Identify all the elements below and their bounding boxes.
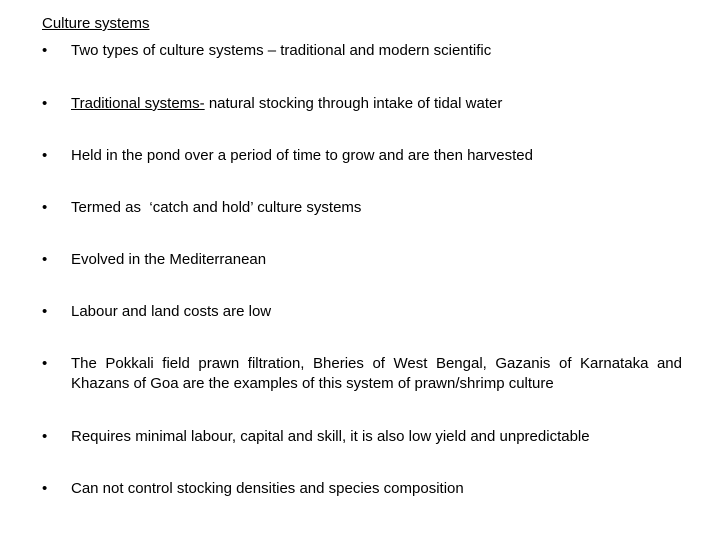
bullet-dot: • <box>42 480 48 497</box>
bullet-dot: • <box>42 428 48 445</box>
bullet-item <box>42 198 682 218</box>
bullet-item <box>42 427 682 447</box>
bullet-text: Evolved in the Mediterranean <box>71 251 267 268</box>
bullet-item <box>42 146 682 166</box>
bullet-text: Two types of culture systems – traditional and modern scientific <box>71 42 492 59</box>
bullet-text: The Pokkali field prawn filtration, Bheries of West Bengal, Gazanis of Karnataka and Khazans of Goa are the examples of this system of prawn/shrimp culture <box>71 355 682 392</box>
bullet-dot: • <box>42 251 48 268</box>
bullet-dot: • <box>42 95 48 112</box>
bullet-item <box>42 41 682 61</box>
bullet-item <box>42 94 682 114</box>
bullet-dot: • <box>42 147 48 164</box>
bullet-item <box>42 354 682 394</box>
bullet-text: Labour and land costs are low <box>71 303 272 320</box>
bullet-text <box>71 94 682 114</box>
bullet-dot: • <box>42 355 48 372</box>
bullet-text: Termed as ‘catch and hold’ culture systems <box>71 199 362 216</box>
bullet-underlined-text: Traditional systems- <box>71 95 205 112</box>
bullet-dot: • <box>42 199 48 216</box>
bullet-rest-text: natural stocking through intake of tidal water <box>204 95 503 112</box>
bullet-text: Can not control stocking densities and species composition <box>71 480 464 497</box>
bullet-text: Held in the pond over a period of time to grow and are then harvested <box>71 147 533 164</box>
bullet-text: Requires minimal labour, capital and skill, it is also low yield and unpredictable <box>71 428 590 445</box>
bullet-dot: • <box>42 42 48 59</box>
bullet-item <box>42 479 682 499</box>
bullet-dot: • <box>42 303 48 320</box>
slide-title: Culture systems <box>42 15 150 32</box>
bullet-item <box>42 302 682 322</box>
bullet-item <box>42 250 682 270</box>
